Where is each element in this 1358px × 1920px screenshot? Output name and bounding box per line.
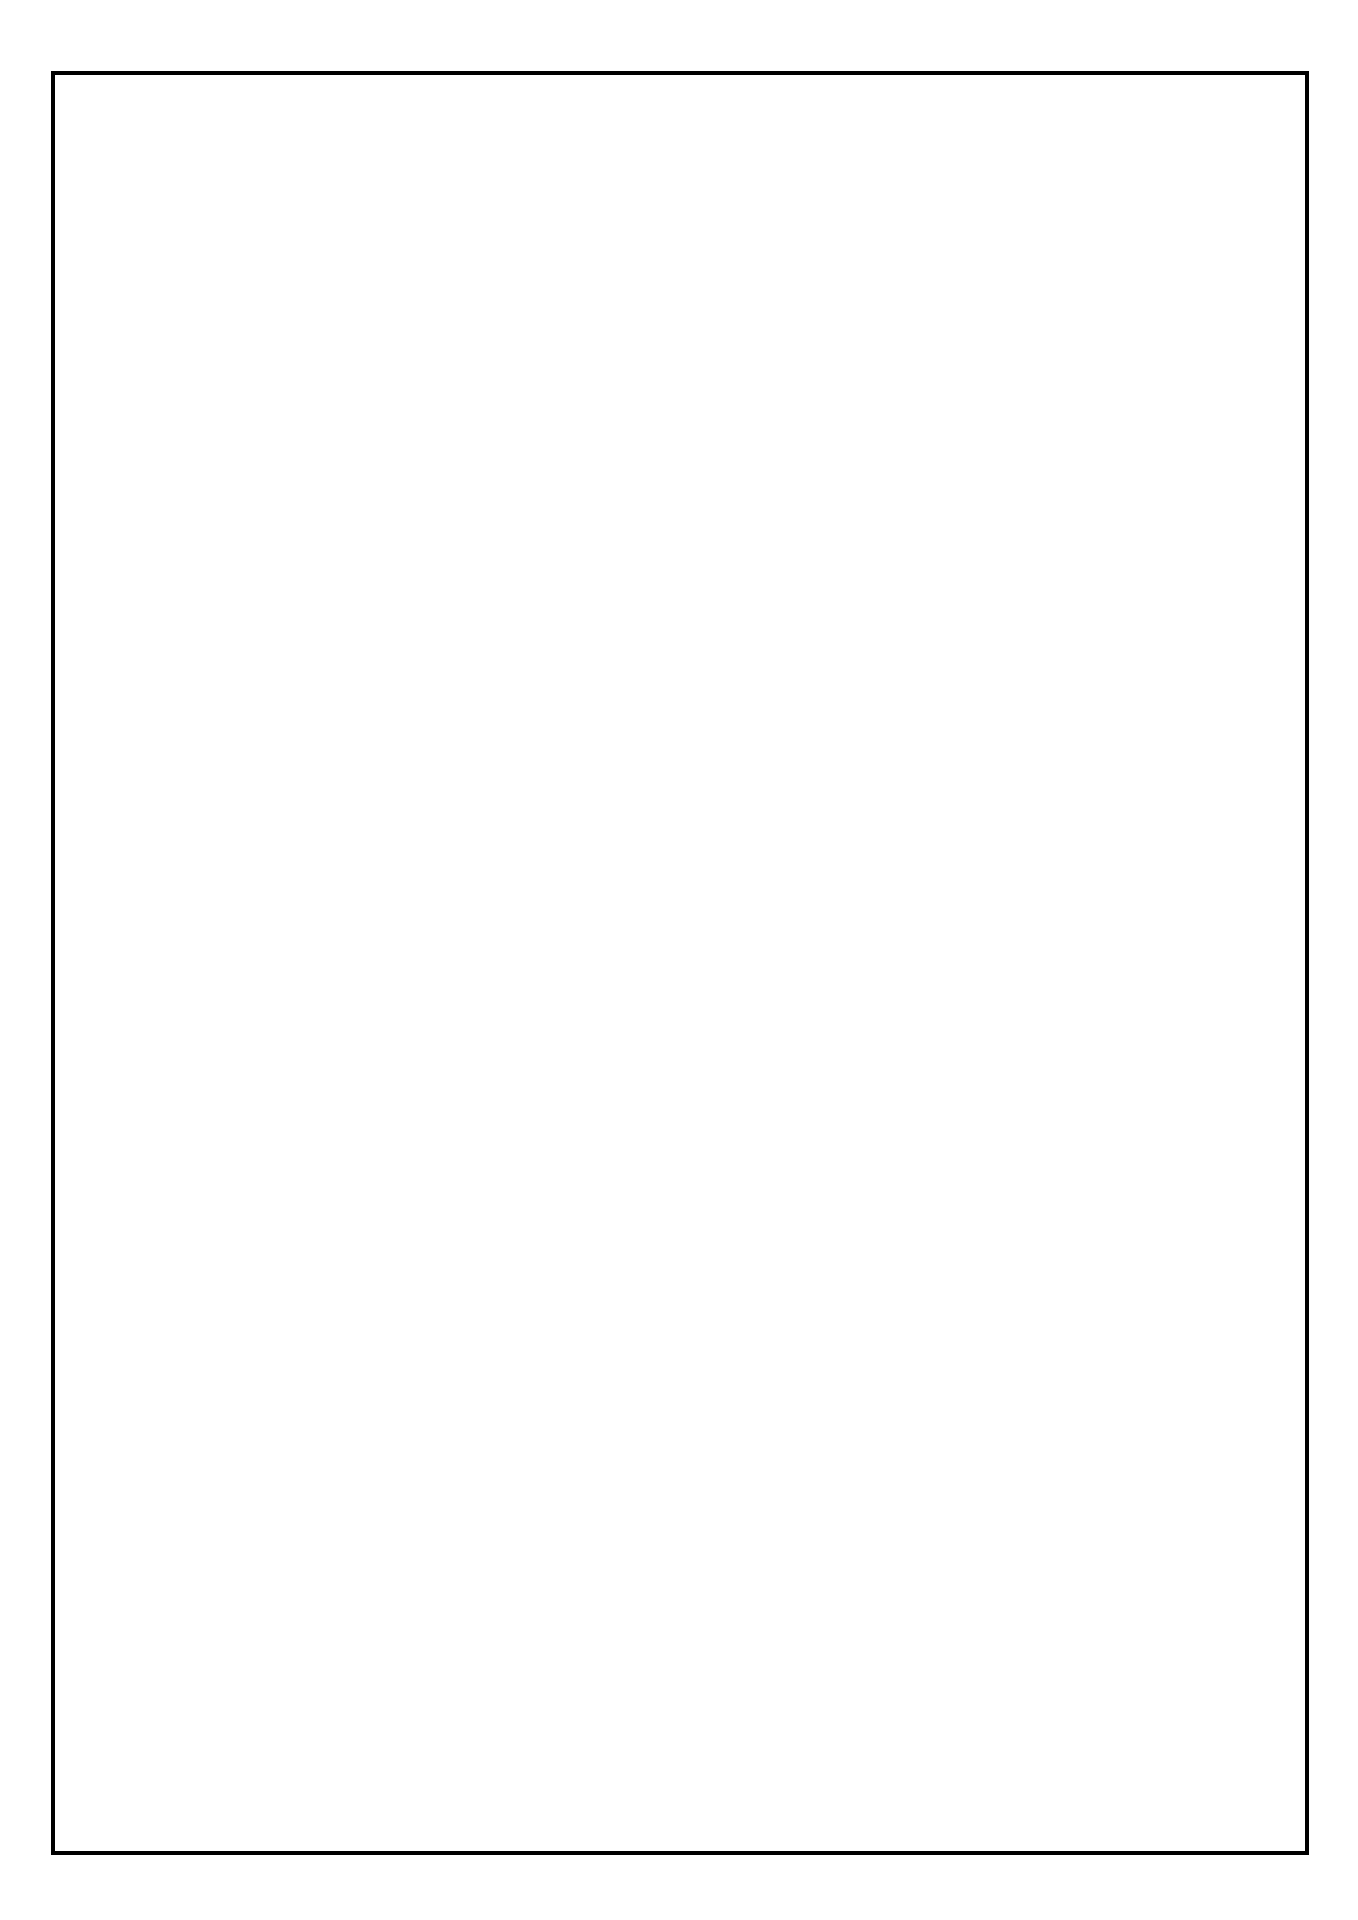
impedance-spec	[631, 506, 783, 645]
model-label	[319, 306, 483, 354]
od-label	[935, 433, 1131, 506]
inspection-table	[63, 306, 1305, 1784]
footer-result	[483, 1589, 935, 1784]
qty-value	[1131, 306, 1305, 354]
model-value	[483, 306, 935, 354]
footer-note	[63, 1589, 483, 1784]
freq-label	[143, 572, 319, 645]
impedance-label	[631, 433, 783, 506]
pure-tone-label	[143, 433, 319, 506]
height-spec	[783, 506, 935, 645]
name-value	[143, 306, 319, 354]
spl-label	[483, 433, 631, 506]
standard-value	[483, 354, 935, 433]
appearance-spec	[1229, 506, 1305, 645]
wire-spec	[1131, 506, 1229, 645]
review-signature	[935, 1655, 1305, 1721]
wire-label	[1131, 433, 1229, 506]
standard-label	[63, 354, 483, 433]
name-label	[63, 306, 143, 354]
spec-label	[63, 433, 143, 572]
judgement	[935, 354, 1305, 433]
seq-label	[63, 572, 143, 645]
appearance-label	[1229, 433, 1305, 506]
f0-label	[319, 433, 483, 506]
check-signature	[935, 1589, 1305, 1655]
od-spec	[935, 506, 1131, 645]
height-label	[783, 433, 935, 506]
voltage-label	[143, 506, 319, 572]
qty-label	[935, 306, 1131, 354]
date-signature	[935, 1721, 1305, 1784]
spl-spec	[483, 506, 631, 645]
f0-spec	[319, 506, 483, 645]
